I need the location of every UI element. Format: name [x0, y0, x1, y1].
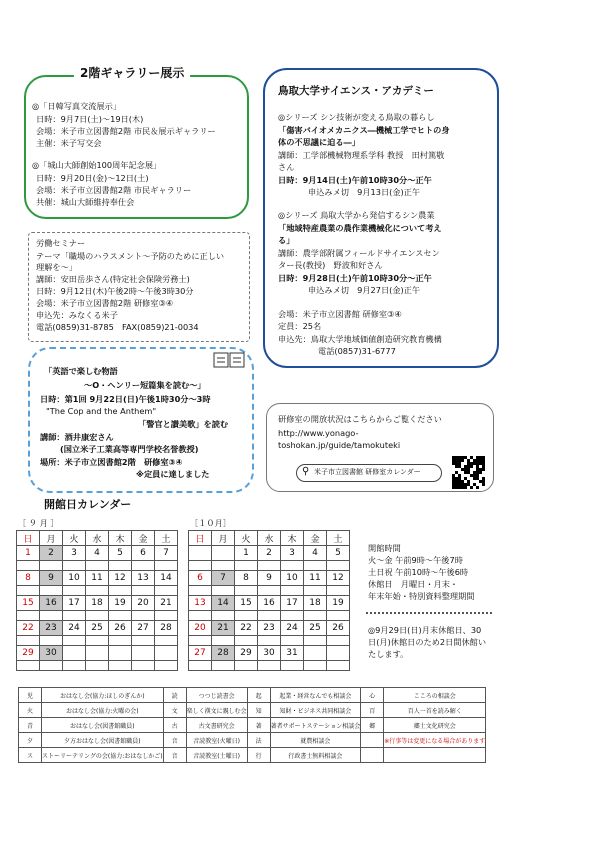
academy-s2-lect2: ター長(教授) 野波和好さん	[278, 260, 383, 270]
sep-label: ［ ９ 月 ］	[18, 518, 59, 528]
legend-cell: 音	[163, 733, 186, 748]
calendar-event-cell	[258, 561, 281, 571]
oct-label: ［１０月］	[190, 518, 231, 528]
legend-cell: おはなし会(図書館職員)	[42, 718, 164, 733]
calendar-day: 15	[235, 596, 258, 611]
legend-cell: ※行事等は変更になる場合があります	[384, 733, 486, 748]
calendar-event-cell	[63, 661, 86, 671]
calendar-day: 16	[258, 596, 281, 611]
calendar-day: 8	[17, 571, 40, 586]
calendar-event-cell	[63, 636, 86, 646]
calendar-event-cell	[63, 586, 86, 596]
gallery-e1-date: 日時：9月7日(土)～19日(木)	[36, 114, 144, 124]
calendar-day: 30	[40, 646, 63, 661]
legend-cell: おはなし会(協力:火曜の会)	[42, 703, 164, 718]
academy-s1-lect1: 講師：工学部機械物理系学科 教授 田村篤敬	[278, 150, 445, 160]
calendar-day: 1	[17, 546, 40, 561]
calendar-day: 1	[235, 546, 258, 561]
calendar-day: 14	[155, 571, 178, 586]
academy-contact1: 申込先：鳥取大学地域価値創造研究教育機構	[278, 334, 442, 344]
calendar-day: 13	[132, 571, 155, 586]
legend-cell: 知	[247, 703, 270, 718]
notice-line2: 日(月)休館日のため2日間休館い	[368, 637, 487, 647]
hours-line4: 年末年始・特別資料整理期間	[368, 591, 475, 601]
hours-line2: 土日祝 午前10時～午後6時	[368, 567, 469, 577]
calendar-event-cell	[327, 636, 350, 646]
legend-cell: 火	[19, 703, 42, 718]
calendar-event-cell	[40, 586, 63, 596]
weekday-header: 火	[235, 531, 258, 546]
weekday-header: 木	[109, 531, 132, 546]
calendar-event-cell	[212, 561, 235, 571]
calendar-day	[304, 646, 327, 661]
legend-cell	[361, 733, 384, 748]
legend-cell: 百	[361, 703, 384, 718]
calendar-event-cell	[155, 586, 178, 596]
calendar-day: 26	[109, 621, 132, 636]
weekday-header: 水	[86, 531, 109, 546]
calendar-day: 13	[189, 596, 212, 611]
calendar-day: 3	[281, 546, 304, 561]
calendar-day: 7	[155, 546, 178, 561]
weekday-header: 日	[189, 531, 212, 546]
calendar-event-cell	[63, 611, 86, 621]
room-url2[interactable]: toshokan.jp/guide/tamokuteki	[278, 440, 401, 450]
academy-s2-lect1: 講師：農学部附属フィールドサイエンスセン	[278, 248, 440, 258]
calendar-event-cell	[86, 611, 109, 621]
calendar-event-cell	[189, 661, 212, 671]
calendar-day	[132, 646, 155, 661]
calendar-day: 16	[40, 596, 63, 611]
calendar-day: 27	[189, 646, 212, 661]
academy-s1-head: ◎シリーズ シン技術が変える鳥取の暮らし	[278, 112, 435, 122]
weekday-header: 水	[258, 531, 281, 546]
calendar-event-cell	[17, 611, 40, 621]
legend-cell: 法	[247, 733, 270, 748]
calendar-title: 開館日カレンダー	[44, 498, 132, 511]
calendar-event-cell	[304, 636, 327, 646]
legend-cell: ストーリーテリングの会(協力:おはなしかご)	[42, 748, 164, 763]
room-text: 研修室の開放状況はこちらからご覧ください	[278, 414, 442, 424]
calendar-day: 17	[63, 596, 86, 611]
calendar-event-cell	[327, 611, 350, 621]
calendar-day: 30	[258, 646, 281, 661]
calendar-event-cell	[212, 661, 235, 671]
calendar-day: 11	[304, 571, 327, 586]
academy-contact2: 電話(0857)31-6777	[318, 346, 396, 356]
calendar-event-cell	[155, 611, 178, 621]
legend-cell: つつじ読書会	[186, 688, 247, 703]
legend-cell: 音読教室(土曜日)	[186, 748, 247, 763]
calendar-event-cell	[132, 611, 155, 621]
labor-apply: 申込先：みなくる米子	[36, 310, 118, 320]
calendar-event-cell	[212, 636, 235, 646]
gallery-e1-host: 主催：米子写交会	[36, 138, 102, 148]
legend-cell: こころの相談会	[384, 688, 486, 703]
labor-lecturer: 講師：安田岳歩さん(特定社会保険労務士)	[36, 274, 190, 284]
calendar-day: 25	[304, 621, 327, 636]
gallery-e1-name: ◎「日韓写真交流展示」	[32, 101, 122, 111]
weekday-header: 月	[212, 531, 235, 546]
calendar-day	[327, 646, 350, 661]
legend-cell: 青	[19, 718, 42, 733]
calendar-day: 23	[40, 621, 63, 636]
calendar-event-cell	[40, 661, 63, 671]
legend-cell: 夕方おはなし会(図書館職員)	[42, 733, 164, 748]
legend-cell: 郷土文化研究会	[384, 718, 486, 733]
legend-cell: 文	[163, 703, 186, 718]
weekday-header: 金	[304, 531, 327, 546]
calendar-event-cell	[281, 611, 304, 621]
calendar-event-cell	[17, 561, 40, 571]
academy-s1-topic2: 体の不思議に迫る―」	[278, 137, 360, 147]
calendar-day: 27	[132, 621, 155, 636]
legend-cell: 児	[19, 688, 42, 703]
calendar-event-cell	[17, 586, 40, 596]
academy-title: 鳥取大学サイエンス・アカデミー	[278, 85, 434, 97]
english-note: ※定員に達しました	[136, 469, 210, 479]
calendar-event-cell	[235, 611, 258, 621]
calendar-event-cell	[235, 561, 258, 571]
calendar-event-cell	[132, 586, 155, 596]
gallery-e2-date: 日時：9月20日(金)～12日(土)	[36, 173, 149, 183]
gallery-e2-venue: 会場：米子市立図書館2階 市民ギャラリー	[36, 185, 192, 195]
calendar-day: 17	[281, 596, 304, 611]
english-lecturer2: (国立米子工業高等専門学校名誉教授)	[60, 444, 199, 454]
legend-cell: 行政書士無料相談会	[270, 748, 361, 763]
legend-cell: 心	[361, 688, 384, 703]
calendar-day: 10	[63, 571, 86, 586]
legend-cell: 著	[247, 718, 270, 733]
academy-s2-topic2: る」	[278, 235, 295, 245]
calendar-event-cell	[155, 561, 178, 571]
calendar-event-cell	[132, 561, 155, 571]
calendar-day: 12	[109, 571, 132, 586]
calendar-event-cell	[258, 661, 281, 671]
legend-cell: 就農相談会	[270, 733, 361, 748]
calendar-day: 31	[281, 646, 304, 661]
calendar-day: 3	[63, 546, 86, 561]
room-search-text: 米子市立図書館 研修室カレンダー	[314, 468, 421, 476]
legend-cell: 夕	[19, 733, 42, 748]
calendar-event-cell	[258, 636, 281, 646]
calendar-event-cell	[86, 661, 109, 671]
calendar-event-cell	[86, 636, 109, 646]
calendar-event-cell	[132, 661, 155, 671]
weekday-header: 月	[40, 531, 63, 546]
legend-cell: 郷	[361, 718, 384, 733]
labor-date: 日時：9月12日(木)午後2時～午後3時30分	[36, 286, 194, 296]
october-calendar	[188, 530, 350, 671]
calendar-event-cell	[109, 586, 132, 596]
calendar-day: 24	[63, 621, 86, 636]
calendar-day: 23	[258, 621, 281, 636]
academy-s2-apply: 申込みメ切 9月27日(金)正午	[308, 285, 421, 295]
calendar-day: 9	[40, 571, 63, 586]
calendar-day: 15	[17, 596, 40, 611]
calendar-event-cell	[40, 611, 63, 621]
calendar-day: 25	[86, 621, 109, 636]
english-place: 場所：米子市立図書館2階 研修室③④	[40, 457, 183, 467]
calendar-day: 5	[327, 546, 350, 561]
calendar-day: 6	[189, 571, 212, 586]
room-search-box[interactable]	[296, 464, 442, 482]
academy-s1-topic1: 「傷害バイオメカニクス―機械工学でヒトの身	[278, 125, 450, 135]
calendar-day: 6	[132, 546, 155, 561]
academy-s1-apply: 申込みメ切 9月13日(金)正午	[308, 187, 421, 197]
labor-theme2: 理解を～」	[36, 262, 77, 272]
legend-cell: 起	[247, 688, 270, 703]
calendar-event-cell	[258, 586, 281, 596]
weekday-header: 火	[63, 531, 86, 546]
calendar-day: 20	[132, 596, 155, 611]
calendar-day: 24	[281, 621, 304, 636]
legend-cell: 行	[247, 748, 270, 763]
calendar-event-cell	[132, 636, 155, 646]
legend-cell: 音	[163, 748, 186, 763]
legend-cell: 読	[163, 688, 186, 703]
calendar-day: 8	[235, 571, 258, 586]
calendar-day: 18	[86, 596, 109, 611]
legend-table	[18, 687, 486, 763]
hours-line3: 休館日 月曜日・月末・	[368, 579, 459, 589]
gallery-e1-venue: 会場：米子市立図書館2階 市民＆展示ギャラリー	[36, 126, 216, 136]
calendar-day: 19	[327, 596, 350, 611]
calendar-day: 28	[212, 646, 235, 661]
calendar-event-cell	[281, 586, 304, 596]
calendar-day: 14	[212, 596, 235, 611]
english-title2: ～O・ヘンリー短篇集を読む～」	[84, 380, 206, 390]
calendar-day	[155, 646, 178, 661]
english-title1: 「英語で楽しむ物語	[44, 366, 118, 376]
academy-capacity: 定員：25名	[278, 321, 322, 331]
weekday-header: 木	[281, 531, 304, 546]
labor-title: 労働セミナー	[36, 238, 86, 248]
legend-cell: 楽しく漢文に親しむ会	[186, 703, 247, 718]
calendar-event-cell	[281, 636, 304, 646]
calendar-event-cell	[17, 636, 40, 646]
calendar-day	[109, 646, 132, 661]
calendar-day: 12	[327, 571, 350, 586]
legend-cell: おはなし会(協力:ほしのぎんか)	[42, 688, 164, 703]
legend-cell: 知財・ビジネス共同相談会	[270, 703, 361, 718]
legend-cell: 古	[163, 718, 186, 733]
calendar-event-cell	[327, 561, 350, 571]
gallery-title: 2階ギャラリー展示	[74, 68, 190, 79]
calendar-day: 2	[258, 546, 281, 561]
calendar-event-cell	[155, 661, 178, 671]
calendar-event-cell	[189, 611, 212, 621]
calendar-day: 2	[40, 546, 63, 561]
calendar-day: 22	[235, 621, 258, 636]
calendar-day: 4	[86, 546, 109, 561]
calendar-event-cell	[281, 561, 304, 571]
calendar-event-cell	[63, 561, 86, 571]
legend-cell	[384, 748, 486, 763]
search-icon: ⚲	[302, 466, 310, 477]
calendar-day: 18	[304, 596, 327, 611]
legend-cell: 百人一首を読み解く	[384, 703, 486, 718]
labor-theme1: テーマ「職場のハラスメント～予防のために正しい	[36, 251, 225, 261]
calendar-day: 21	[212, 621, 235, 636]
calendar-day: 10	[281, 571, 304, 586]
notice-line1: ◎9月29日(日)月末休館日、30	[368, 625, 482, 635]
calendar-event-cell	[109, 611, 132, 621]
calendar-event-cell	[327, 586, 350, 596]
calendar-event-cell	[258, 611, 281, 621]
calendar-event-cell	[109, 661, 132, 671]
hours-line1: 火～金 午前9時～午後7時	[368, 555, 463, 565]
academy-venue: 会場：米子市立図書館 研修室③④	[278, 309, 402, 319]
academy-s1-date: 日時：9月14日(土)午前10時30分～正午	[278, 175, 432, 185]
calendar-day: 5	[109, 546, 132, 561]
calendar-day: 28	[155, 621, 178, 636]
gallery-e2-host: 共催：城山大師維持奉仕会	[36, 197, 135, 207]
calendar-event-cell	[109, 561, 132, 571]
calendar-event-cell	[40, 561, 63, 571]
calendar-day: 9	[258, 571, 281, 586]
qr-code-icon[interactable]	[452, 456, 486, 490]
legend-cell: 著者サポートステーション相談会	[270, 718, 361, 733]
english-lecturer1: 講師：酒井康宏さん	[40, 432, 114, 442]
calendar-event-cell	[281, 661, 304, 671]
weekday-header: 土	[327, 531, 350, 546]
calendar-day	[189, 546, 212, 561]
calendar-event-cell	[304, 586, 327, 596]
calendar-event-cell	[212, 586, 235, 596]
calendar-day: 29	[17, 646, 40, 661]
calendar-day	[212, 546, 235, 561]
legend-cell: 音読教室(火曜日)	[186, 733, 247, 748]
academy-s2-head: ◎シリーズ 鳥取大学から発信するシン農業	[278, 210, 435, 220]
legend-cell: ス	[19, 748, 42, 763]
calendar-event-cell	[109, 636, 132, 646]
calendar-event-cell	[235, 636, 258, 646]
september-calendar	[16, 530, 178, 671]
calendar-event-cell	[86, 561, 109, 571]
calendar-event-cell	[235, 661, 258, 671]
calendar-event-cell	[304, 611, 327, 621]
calendar-day: 19	[109, 596, 132, 611]
calendar-event-cell	[189, 586, 212, 596]
calendar-event-cell	[189, 561, 212, 571]
academy-s1-lect2: さん	[278, 162, 295, 172]
calendar-event-cell	[17, 661, 40, 671]
english-book-jp: 「警官と讃美歌」を読む	[138, 419, 229, 429]
english-date: 日時：第1回 9月22日(日)午後1時30分～3時	[40, 394, 211, 404]
academy-s2-topic1: 「地域特産農業の農作業機械化について考え	[278, 223, 442, 233]
calendar-day: 4	[304, 546, 327, 561]
room-url1[interactable]: http://www.yonago-	[278, 428, 359, 438]
calendar-day	[63, 646, 86, 661]
calendar-event-cell	[155, 636, 178, 646]
calendar-event-cell	[304, 561, 327, 571]
academy-s2-date: 日時：9月28日(土)午前10時30分～正午	[278, 273, 432, 283]
book-illustration-icon	[212, 350, 248, 370]
gallery-e2-name: ◎「城山大師創始100周年記念展」	[32, 160, 162, 170]
calendar-day: 20	[189, 621, 212, 636]
calendar-day	[86, 646, 109, 661]
weekday-header: 土	[155, 531, 178, 546]
legend-cell: 起業・経営なんでも相談会	[270, 688, 361, 703]
calendar-day: 29	[235, 646, 258, 661]
legend-cell	[361, 748, 384, 763]
calendar-event-cell	[327, 661, 350, 671]
calendar-day: 22	[17, 621, 40, 636]
weekday-header: 日	[17, 531, 40, 546]
divider	[366, 612, 492, 614]
weekday-header: 金	[132, 531, 155, 546]
calendar-event-cell	[212, 611, 235, 621]
calendar-event-cell	[86, 586, 109, 596]
calendar-day: 21	[155, 596, 178, 611]
labor-venue: 会場：米子市立図書館2階 研修室③④	[36, 298, 174, 308]
calendar-day: 26	[327, 621, 350, 636]
labor-tel: 電話(0859)31-8785 FAX(0859)21-0034	[36, 322, 199, 332]
calendar-event-cell	[304, 661, 327, 671]
calendar-event-cell	[189, 636, 212, 646]
notice-line3: たします。	[368, 649, 409, 659]
calendar-event-cell	[40, 636, 63, 646]
english-book: "The Cop and the Anthem"	[46, 406, 157, 416]
calendar-day: 7	[212, 571, 235, 586]
legend-cell: 古文書研究会	[186, 718, 247, 733]
calendar-day: 11	[86, 571, 109, 586]
calendar-event-cell	[235, 586, 258, 596]
hours-title: 開館時間	[368, 543, 401, 553]
